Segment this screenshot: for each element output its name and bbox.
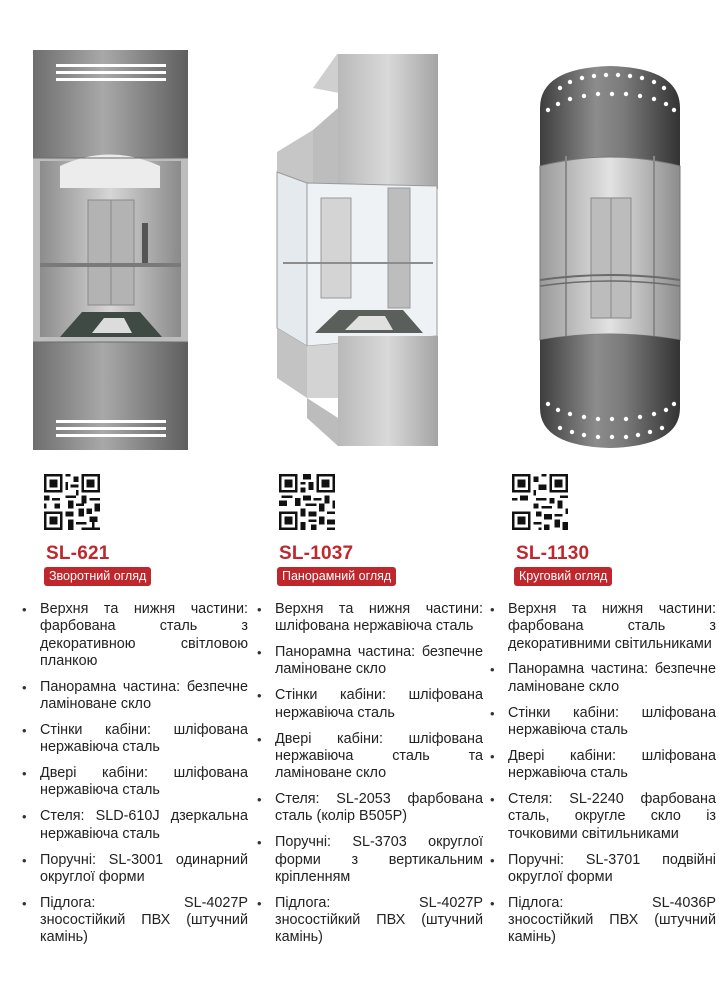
elevator-circular-view-image <box>486 48 718 452</box>
product-sl-621 <box>20 0 252 1000</box>
feature-list <box>486 601 716 955</box>
product-sl-1037 <box>253 0 485 1000</box>
list-item: • Стеля: SLD-610J дзеркальна нержавіюча сталь <box>18 808 248 843</box>
list-item: • Верхня та нижня частини: фарбована сталь з декоративною світловою планкою <box>18 601 248 670</box>
list-item: • Панорамна частина: безпечне ламіноване скло <box>486 661 716 696</box>
elevator-rear-view-image <box>20 48 252 452</box>
list-item: • Верхня та нижня частини: шліфована нержавіюча сталь <box>253 601 483 636</box>
product-sl-1130 <box>486 0 718 1000</box>
view-type-badge: Панорамний огляд <box>277 567 396 586</box>
list-item: • Двері кабіни: шліфована нержавіюча сталь та ламіноване скло <box>253 731 483 783</box>
list-item: • Стеля: SL-2240 фарбована сталь, округле скло із точковими світильниками <box>486 791 716 843</box>
list-item: • Стінки кабіни: шліфована нержавіюча сталь <box>18 722 248 757</box>
model-title: SL-1130 <box>516 543 590 564</box>
view-type-badge: Круговий огляд <box>514 567 612 586</box>
feature-list <box>253 601 483 955</box>
list-item: • Поручні: SL-3701 подвійні округлої форми <box>486 852 716 887</box>
feature-list <box>18 601 248 955</box>
qr-code-icon[interactable] <box>512 474 568 530</box>
list-item: • Двері кабіни: шліфована нержавіюча сталь <box>18 765 248 800</box>
elevator-panoramic-view-image <box>253 48 485 452</box>
list-item: • Стінки кабіни: шліфована нержавіюча сталь <box>253 687 483 722</box>
model-title: SL-1037 <box>279 543 354 564</box>
list-item: • Двері кабіни: шліфована нержавіюча сталь <box>486 748 716 783</box>
list-item: • Панорамна частина: безпечне ламіноване скло <box>253 644 483 679</box>
model-title: SL-621 <box>46 543 110 564</box>
view-type-badge: Зворотний огляд <box>44 567 151 586</box>
list-item: • Стінки кабіни: шліфована нержавіюча сталь <box>486 705 716 740</box>
qr-code-icon[interactable] <box>279 474 335 530</box>
list-item: • Поручні: SL-3703 округлої форми з вертикальним кріпленням <box>253 834 483 886</box>
list-item: • Підлога: SL-4036P зносостійкий ПВХ (штучний камінь) <box>486 895 716 947</box>
list-item: • Підлога: SL-4027P зносостійкий ПВХ (штучний камінь) <box>253 895 483 947</box>
list-item: • Стеля: SL-2053 фарбована сталь (колір B505P) <box>253 791 483 826</box>
list-item: • Панорамна частина: безпечне ламіноване скло <box>18 679 248 714</box>
list-item: • Підлога: SL-4027P зносостійкий ПВХ (штучний камінь) <box>18 895 248 947</box>
list-item: • Верхня та нижня частини: фарбована сталь з декоративними світильниками <box>486 601 716 653</box>
list-item: • Поручні: SL-3001 одинарний округлої форми <box>18 852 248 887</box>
qr-code-icon[interactable] <box>44 474 100 530</box>
